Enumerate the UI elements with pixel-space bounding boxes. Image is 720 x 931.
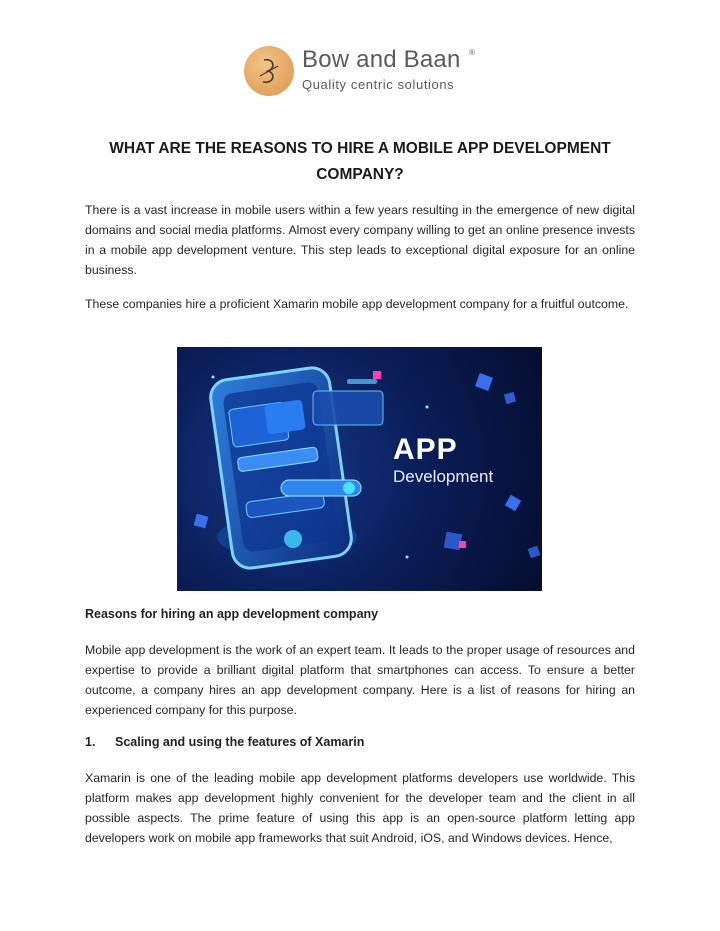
intro-paragraph: There is a vast increase in mobile users within a few years resulting in the emergence of new digital domains and social media platforms. Almost every company willing to get an online presence invests in a mobile app development venture. This step leads to exceptional digital exposure for an online business. (85, 203, 635, 277)
logo-registered-mark: ® (469, 48, 475, 57)
logo-tagline: Quality centric solutions (302, 77, 455, 92)
hire-paragraph: These companies hire a proficient Xamarin mobile app development company for a fruitful outcome. (85, 297, 629, 311)
hero-app-text: APP (393, 433, 458, 466)
logo-name: Bow and Baan (302, 46, 461, 73)
xamarin-paragraph: Xamarin is one of the leading mobile app development platforms developers use worldwide. This platform makes app development highly convenient for the developer team and the client in all possible aspects. The prime feature of using this app is an open-source platform letting app developers work on mobile app frameworks that suit Android, iOS, and Windows devices. Hence, (85, 771, 635, 845)
logo-emblem-icon (244, 46, 294, 96)
reasons-heading: Reasons for hiring an app development company (85, 607, 379, 621)
list-item-title: Scaling and using the features of Xamarin (115, 735, 365, 749)
company-logo (240, 42, 490, 102)
list-item-heading (85, 735, 364, 749)
page-title: WHAT ARE THE REASONS TO HIRE A MOBILE APP DEVELOPMENT COMPANY? (109, 140, 611, 183)
hero-development-text: Development (393, 467, 494, 486)
list-item-number: 1. (85, 735, 96, 749)
app-development-illustration (177, 347, 542, 591)
reasons-paragraph: Mobile app development is the work of an expert team. It leads to the proper usage of resources and expertise to provide a brilliant digital platform that smartphones can access. To ensure a better outcome, a company hires an app development company. Here is a list of reasons for hiring an experienced company for this purpose. (85, 643, 635, 717)
